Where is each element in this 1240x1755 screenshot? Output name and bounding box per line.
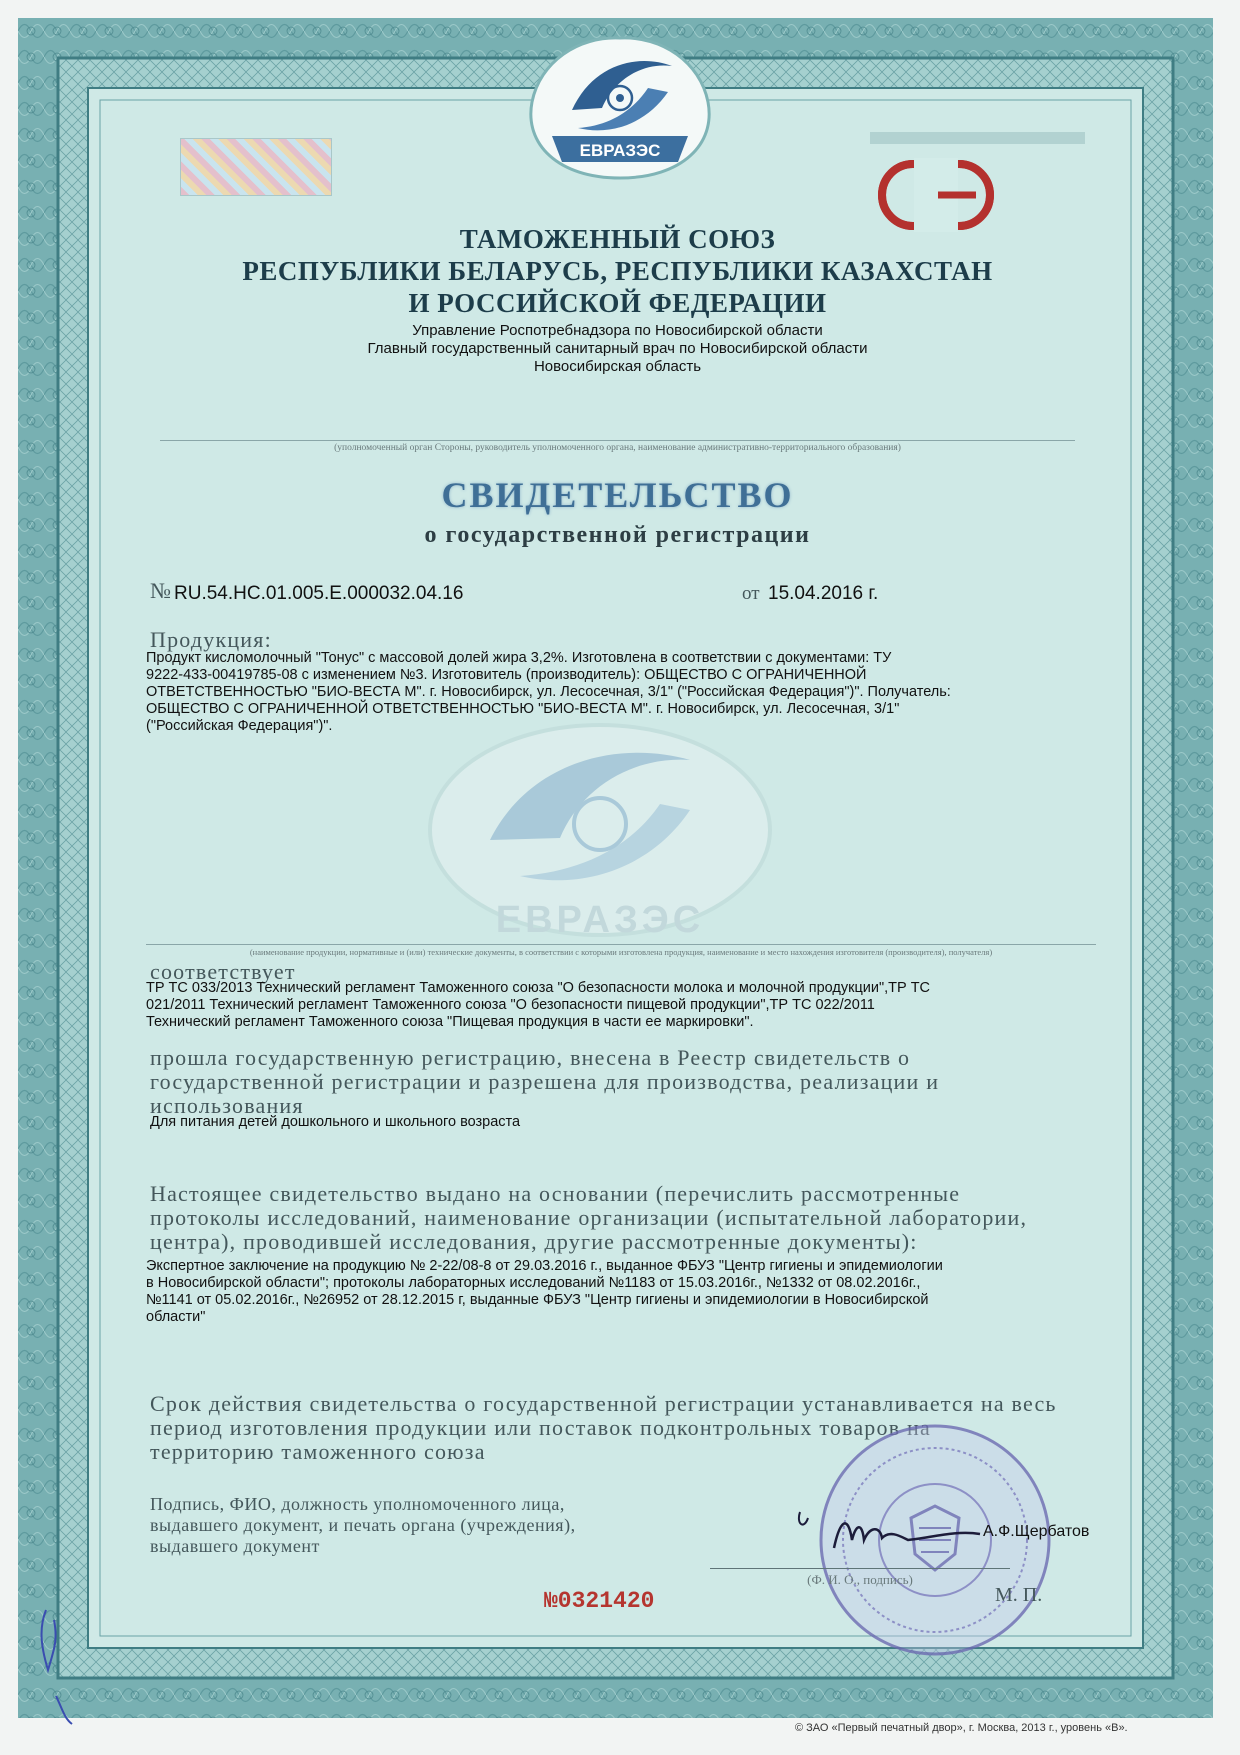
date-prefix: от <box>742 583 760 604</box>
form-number: №0321420 <box>544 1588 655 1614</box>
authority-caption: (уполномоченный орган Стороны, руководитель уполномоченного органа, наименование административно-территориального образования) <box>160 440 1075 453</box>
authority-line-3: Новосибирская область <box>533 358 702 375</box>
emblem-name: ЕВРАЗЭС <box>579 141 661 160</box>
basis-line: протоколы исследований, наименование организации (испытательной лаборатории, <box>150 1205 1028 1230</box>
printer-imprint: © ЗАО «Первый печатный двор», г. Москва, 2013 г., уровень «В». <box>795 1722 1128 1734</box>
evrazes-emblem <box>522 32 718 182</box>
authority-line-1: Управление Роспотребнадзора по Новосибирской области <box>412 322 823 339</box>
basis-detail-line: Экспертное заключение на продукцию № 2-22/08-8 от 29.03.2016 г., выданное ФБУЗ "Центр гигиены и эпидемиологии <box>146 1258 943 1274</box>
basis-details <box>146 1258 1096 1326</box>
product-line: ОТВЕТСТВЕННОСТЬЮ "БИО-ВЕСТА М". г. Новосибирск, ул. Лесосечная, 3/1" ("Российская Федерация")". Получатель: <box>146 684 951 700</box>
registration-line: государственной регистрации и разрешена для производства, реализации и <box>150 1069 940 1094</box>
hologram-strip-right <box>870 132 1085 144</box>
conformity-mark-icon <box>876 158 996 232</box>
number-prefix: № <box>150 578 171 603</box>
signature-caption: (Ф. И. О., подпись) <box>710 1568 1010 1588</box>
basis-line: центра), проводившей исследования, другие рассмотренные документы): <box>150 1229 918 1254</box>
signature-label-line: выдавшего документ, и печать органа (учреждения), <box>150 1515 576 1535</box>
certificate-subtitle: о государственной регистрации <box>424 522 811 548</box>
certificate-number: RU.54.НС.01.005.Е.000032.04.16 <box>174 583 464 604</box>
authority-line-2: Главный государственный санитарный врач по Новосибирской области <box>367 340 868 357</box>
handwritten-signature <box>790 1500 990 1560</box>
usage-scope: Для питания детей дошкольного и школьного возраста <box>150 1114 521 1130</box>
registration-line: использования <box>150 1093 304 1118</box>
conformity-line: ТР ТС 033/2013 Технический регламент Таможенного союза "О безопасности молока и молочной продукции",ТР ТС <box>146 980 931 996</box>
product-label: Продукция: <box>150 627 272 652</box>
signature-label <box>150 1494 690 1557</box>
conformity-label: соответствует <box>150 959 296 984</box>
basis-line: Настоящее свидетельство выдано на основании (перечислить рассмотренные <box>150 1181 961 1206</box>
validity-line: Срок действия свидетельства о государственной регистрации устанавливается на весь <box>150 1391 1057 1416</box>
stamp-place: М. П. <box>995 1584 1043 1606</box>
signature-label-line: Подпись, ФИО, должность уполномоченного лица, <box>150 1494 565 1514</box>
registration-line: прошла государственную регистрацию, внесена в Реестр свидетельств о <box>150 1045 911 1070</box>
header-line-2: РЕСПУБЛИКИ БЕЛАРУСЬ, РЕСПУБЛИКИ КАЗАХСТАН <box>242 256 993 286</box>
evrazes-watermark <box>420 720 780 950</box>
basis-statement <box>150 1182 1095 1254</box>
product-line: 9222-433-00419785-08 с изменением №3. Изготовитель (производитель): ОБЩЕСТВО С ОГРАНИЧЕННОЙ <box>146 667 867 683</box>
signer-name: А.Ф.Щербатов <box>983 1523 1090 1540</box>
watermark-text: ЕВРАЗЭС <box>495 899 705 941</box>
conformity-standards <box>146 980 1096 1031</box>
validity-line: территорию таможенного союза <box>150 1439 486 1464</box>
conformity-line: 021/2011 Технический регламент Таможенного союза "О безопасности пищевой продукции",ТР ТС 022/2011 <box>146 997 875 1013</box>
product-line: Продукт кисломолочный "Тонус" с массовой долей жира 3,2%. Изготовлена в соответствии с документами: ТУ <box>146 650 892 666</box>
product-line: ОБЩЕСТВО С ОГРАНИЧЕННОЙ ОТВЕТСТВЕННОСТЬЮ "БИО-ВЕСТА М". г. Новосибирск, ул. Лесосечная, 3/1" <box>146 701 900 717</box>
margin-handwriting <box>28 1600 88 1730</box>
product-line: ("Российская Федерация")". <box>146 718 333 734</box>
product-caption: (наименование продукции, нормативные и (или) технические документы, в соответствии с которыми изготовлена продукция, наименование и место нахождения изготовителя (производителя), получателя) <box>146 944 1096 957</box>
basis-detail-line: в Новосибирской области"; протоколы лабораторных исследований №1183 от 15.03.2016г., №1332 от 08.02.2016г., <box>146 1275 921 1291</box>
header-line-3: И РОССИЙСКОЙ ФЕДЕРАЦИИ <box>408 288 827 318</box>
basis-detail-line: №1141 от 05.02.2016г., №26952 от 28.12.2015 г, выданные ФБУЗ "Центр гигиены и эпидемиологии в Новосибирской <box>146 1292 929 1308</box>
header-line-1: ТАМОЖЕННЫЙ СОЮЗ <box>459 224 776 254</box>
certificate-title: СВИДЕТЕЛЬСТВО <box>441 475 794 515</box>
basis-detail-line: области" <box>146 1309 206 1325</box>
certificate-date: 15.04.2016 г. <box>768 583 879 604</box>
signature-label-line: выдавшего документ <box>150 1536 320 1556</box>
validity-line: период изготовления продукции или поставок подконтрольных товаров на <box>150 1415 931 1440</box>
conformity-line: Технический регламент Таможенного союза "Пищевая продукция в части ее маркировки". <box>146 1014 754 1030</box>
hologram-strip <box>180 138 332 196</box>
registration-statement <box>150 1046 1095 1118</box>
